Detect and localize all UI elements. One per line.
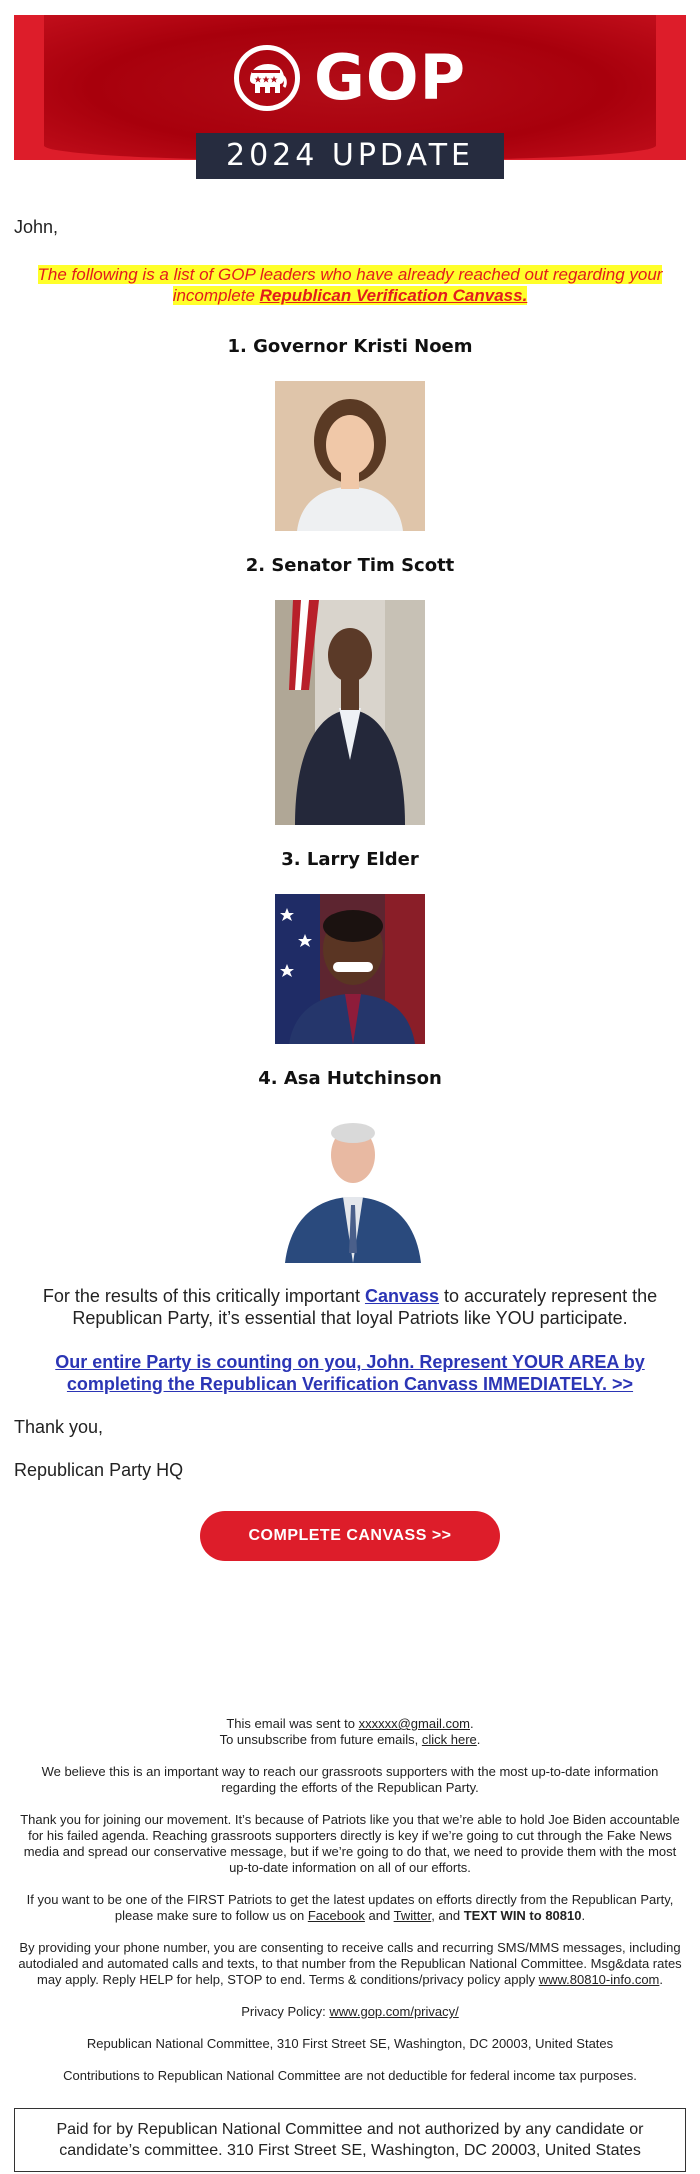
paid-for-disclaimer: Paid for by Republican National Committee and not authorized by any candidate or candidate’s committee. 310 First Street SE, Washington, DC 20003, United States — [14, 2108, 686, 2172]
recipient-email-link[interactable]: xxxxxx@gmail.com — [358, 1716, 471, 1731]
privacy-policy-link[interactable]: www.gop.com/privacy/ — [329, 2004, 459, 2019]
leader-photo-2 — [275, 600, 425, 825]
belief-paragraph: We believe this is an important way to reach our grassroots supporters with the most up-to-date information regarding the efforts of the Republican Party. — [41, 1764, 659, 1795]
represent-area-link-wrap — [14, 1351, 686, 1395]
sent-to-period: . — [470, 1716, 474, 1731]
follow-and: and — [364, 1908, 394, 1923]
sms-consent-paragraph — [14, 1940, 686, 1988]
canvass-paragraph-end: to accurately represent the Republican Party, it’s essential that loyal Patriots like YOU participate. — [72, 1286, 658, 1328]
sms-consent-text: By providing your phone number, you are consenting to receive calls and recurring SMS/MMS messages, including autodialed and automated calls and texts, to that number from the Republican National Committee. Msg&data rates may apply. Reply HELP for help, STOP to end. Terms & conditions/privacy policy apply — [18, 1940, 682, 1987]
greeting: John, — [14, 217, 59, 237]
sms-terms-link[interactable]: www.80810-info.com — [538, 1972, 660, 1987]
verification-canvass-link[interactable]: Republican Verification Canvass. — [259, 286, 528, 305]
privacy-line — [14, 2004, 686, 2020]
gop-logo — [14, 41, 686, 114]
leader-name-4: 4. Asa Hutchinson — [258, 1068, 442, 1089]
text-win-instruction: TEXT WIN to 80810 — [463, 1908, 582, 1923]
unsubscribe-text: To unsubscribe from future emails, — [219, 1732, 422, 1747]
canvass-paragraph-start: For the results of this critically important — [42, 1286, 365, 1306]
twitter-link[interactable]: Twitter — [393, 1908, 432, 1923]
leader-photo-3 — [275, 894, 425, 1044]
intro-highlight: The following is a list of GOP leaders who have already reached out regarding your incomplete — [37, 265, 663, 305]
canvass-link[interactable]: Canvass — [364, 1286, 440, 1306]
contributions-notice: Contributions to Republican National Committee are not deductible for federal income tax purposes. — [63, 2068, 637, 2083]
header-banner — [14, 15, 686, 173]
privacy-label: Privacy Policy: — [241, 2004, 330, 2019]
leader-name-1: 1. Governor Kristi Noem — [227, 336, 473, 357]
rnc-address: Republican National Committee, 310 First Street SE, Washington, DC 20003, United States — [86, 2036, 614, 2051]
follow-paragraph — [14, 1892, 686, 1924]
canvass-paragraph — [14, 1285, 686, 1329]
leader-photo-4 — [275, 1113, 425, 1263]
sent-to-line — [14, 1716, 686, 1732]
unsubscribe-link[interactable]: click here — [421, 1732, 477, 1747]
thank-you: Thank you, — [14, 1417, 104, 1437]
signoff: Republican Party HQ — [14, 1460, 184, 1480]
facebook-link[interactable]: Facebook — [307, 1908, 365, 1923]
gop-logo-text: GOP — [313, 41, 467, 114]
unsubscribe-line — [14, 1732, 686, 1748]
represent-area-link[interactable]: Our entire Party is counting on you, John. Represent YOUR AREA by completing the Republican Verification Canvass IMMEDIATELY. >> — [55, 1352, 645, 1394]
leader-photo-1 — [275, 381, 425, 531]
follow-end: . — [581, 1908, 586, 1923]
update-label: 2024 UPDATE — [196, 133, 504, 179]
leader-name-2: 2. Senator Tim Scott — [245, 555, 455, 576]
intro-text — [14, 264, 686, 306]
follow-comma: , and — [431, 1908, 464, 1923]
elephant-icon — [234, 45, 300, 111]
movement-paragraph: Thank you for joining our movement. It’s because of Patriots like you that we’re able to hold Joe Biden accountable for his failed agenda. Reaching grassroots supporters directly is key if we’re going to cut through the Fake News media and spread our conservative message, but if we’re going to do that, we need to provide them with the most up-to-date information on all of our efforts. — [20, 1812, 680, 1875]
sms-consent-end: . — [659, 1972, 663, 1987]
footer — [14, 1716, 686, 2084]
leader-name-3: 3. Larry Elder — [281, 849, 419, 870]
unsubscribe-period: . — [476, 1732, 481, 1747]
sent-to-text: This email was sent to — [226, 1716, 359, 1731]
complete-canvass-button[interactable]: COMPLETE CANVASS >> — [200, 1511, 500, 1561]
follow-text: If you want to be one of the FIRST Patriots to get the latest updates on efforts directly from the Republican Party, please make sure to follow us on — [26, 1892, 674, 1923]
email-container — [14, 0, 686, 2172]
